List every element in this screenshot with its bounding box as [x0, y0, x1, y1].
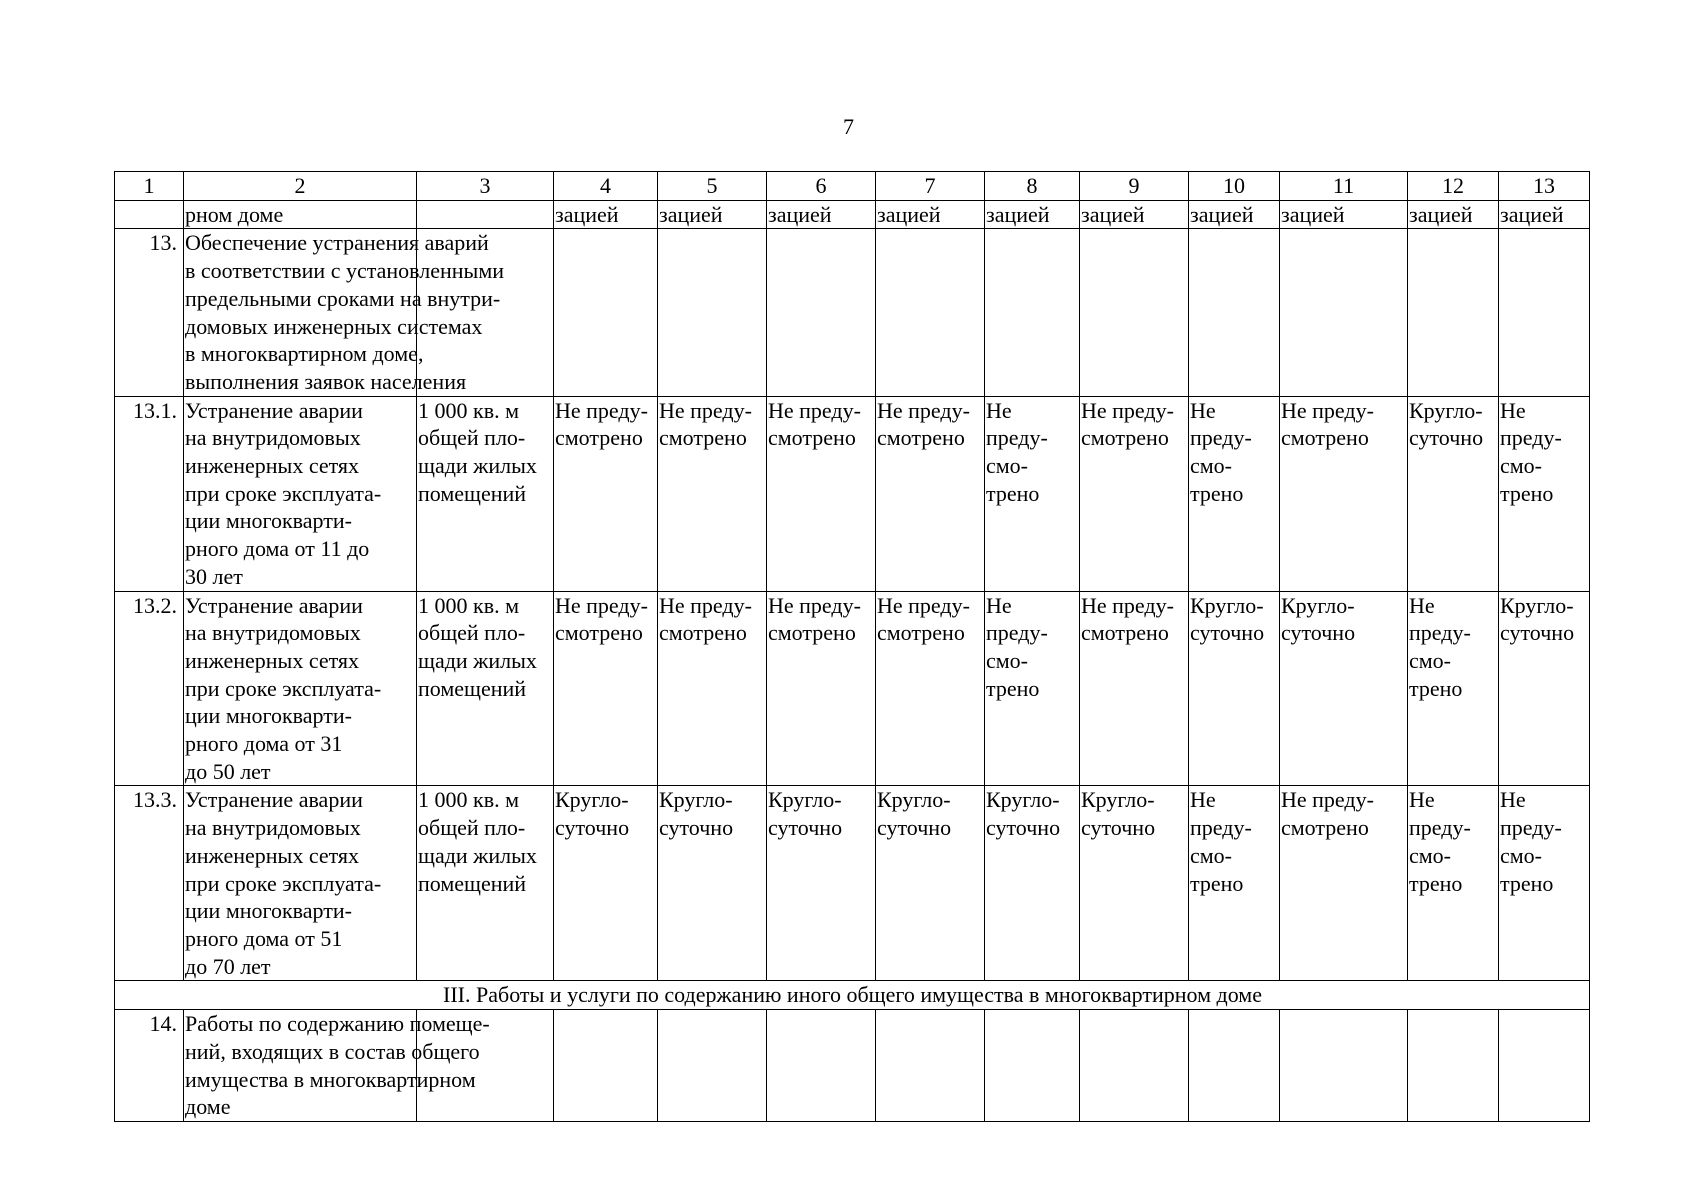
carry-cell-text: зацией	[986, 201, 1050, 227]
value-cell-text: Не преду- смотрено	[877, 592, 970, 646]
carry-cell-text: зацией	[1190, 201, 1254, 227]
value-cell-text: Не преду- смотрено	[768, 592, 861, 646]
column-number-text: 11	[1332, 173, 1355, 198]
value-cell	[876, 396, 985, 591]
column-number-text: 2	[294, 173, 306, 198]
carry-cell	[1080, 200, 1189, 229]
column-number	[184, 172, 417, 201]
value-cell	[1499, 1010, 1590, 1122]
column-number-text: 1	[143, 173, 155, 198]
carry-cell	[1408, 200, 1499, 229]
value-cell-text: Кругло- суточно	[1081, 787, 1156, 841]
column-number	[767, 172, 876, 201]
value-cell	[1280, 591, 1408, 786]
work-name-text: Обеспечение устранения аварий в соответствии с установленными предельными сроками на внутри- домовых инженерных системах в многоквартирном доме, выполнения заявок населения	[185, 230, 505, 394]
value-cell	[1189, 786, 1280, 981]
column-number-text: 5	[706, 173, 718, 198]
column-number-text: 6	[815, 173, 827, 198]
column-number	[876, 172, 985, 201]
value-cell-text: Не преду- смотрено	[1081, 592, 1174, 646]
work-name	[184, 229, 505, 396]
value-cell	[985, 229, 1080, 396]
carry-cell	[554, 200, 658, 229]
work-name-text: Устранение аварии на внутридомовых инженерных сетях при сроке эксплуата- ции многокварти- рного дома от 31 до 50 лет	[185, 592, 382, 784]
value-cell-text: Не преду- смо- трено	[1500, 397, 1562, 506]
value-cell-text: Не преду- смо- трено	[986, 397, 1048, 506]
carry-cell	[115, 200, 184, 229]
value-cell	[658, 786, 767, 981]
value-cell	[1080, 229, 1189, 396]
column-number-text: 12	[1442, 173, 1464, 198]
value-cell	[767, 229, 876, 396]
carry-over-row	[115, 200, 1590, 229]
value-cell	[1499, 786, 1590, 981]
value-cell	[554, 786, 658, 981]
value-cell-text: Кругло- суточно	[1190, 592, 1265, 646]
column-number	[1499, 172, 1590, 201]
column-number	[554, 172, 658, 201]
value-cell	[1499, 591, 1590, 786]
carry-cell-text: зацией	[768, 201, 832, 227]
value-cell-text: Не преду- смотрено	[659, 592, 752, 646]
value-cell	[1499, 229, 1590, 396]
section-title-row	[115, 981, 1590, 1010]
value-cell	[985, 591, 1080, 786]
value-cell	[1189, 229, 1280, 396]
value-cell	[1408, 591, 1499, 786]
value-cell-text: Кругло- суточно	[1500, 592, 1575, 646]
carry-cell-text: зацией	[555, 201, 619, 227]
value-cell	[554, 396, 658, 591]
value-cell	[985, 786, 1080, 981]
carry-cell-text: рном доме	[185, 201, 284, 227]
column-number	[1189, 172, 1280, 201]
carry-cell	[1189, 200, 1280, 229]
row-number	[115, 591, 184, 786]
value-cell	[876, 591, 985, 786]
value-cell	[1189, 591, 1280, 786]
value-cell-text: Не преду- смотрено	[768, 397, 861, 451]
row-number-text: 13.3.	[133, 787, 177, 813]
unit-cell	[417, 786, 554, 981]
carry-cell	[985, 200, 1080, 229]
carry-cell-text: зацией	[1281, 201, 1345, 227]
value-cell-text: Не преду- смо- трено	[1409, 787, 1471, 896]
tariff-table	[114, 171, 1590, 1122]
value-cell-text: Кругло- суточно	[768, 787, 843, 841]
value-cell	[1499, 396, 1590, 591]
value-cell	[1189, 396, 1280, 591]
table-row	[115, 591, 1590, 786]
value-cell-text: Кругло- суточно	[877, 787, 952, 841]
column-number-text: 3	[479, 173, 491, 198]
table-row	[115, 786, 1590, 981]
section-title	[115, 981, 1590, 1010]
column-number	[417, 172, 554, 201]
value-cell	[1080, 591, 1189, 786]
column-number	[658, 172, 767, 201]
work-name	[184, 786, 417, 981]
value-cell	[985, 396, 1080, 591]
value-cell	[767, 1010, 876, 1122]
work-name	[184, 396, 417, 591]
unit-cell-text: 1 000 кв. м общей пло- щади жилых помещений	[418, 787, 537, 896]
value-cell-text: Не преду- смотрено	[555, 397, 648, 451]
value-cell-text: Не преду- смотрено	[877, 397, 970, 451]
unit-cell	[417, 591, 554, 786]
value-cell-text: Не преду- смо- трено	[986, 592, 1048, 701]
value-cell	[1080, 1010, 1189, 1122]
row-number	[115, 1010, 184, 1122]
column-number-text: 10	[1223, 173, 1245, 198]
value-cell	[1189, 1010, 1280, 1122]
value-cell-text: Не преду- смо- трено	[1409, 592, 1471, 701]
table-row	[115, 396, 1590, 591]
value-cell	[985, 1010, 1080, 1122]
value-cell-text: Кругло- суточно	[555, 787, 630, 841]
work-name-text: Работы по содержанию помеще- ний, входящих в состав общего имущества в многоквартирном доме	[185, 1011, 490, 1120]
value-cell-text: Не преду- смо- трено	[1500, 787, 1562, 896]
value-cell-text: Кругло- суточно	[986, 787, 1061, 841]
value-cell	[1280, 229, 1408, 396]
value-cell	[658, 591, 767, 786]
value-cell	[554, 1010, 658, 1122]
value-cell-text: Не преду- смо- трено	[1190, 397, 1252, 506]
value-cell	[554, 591, 658, 786]
carry-cell-text: зацией	[659, 201, 723, 227]
value-cell	[767, 396, 876, 591]
row-number	[115, 396, 184, 591]
value-cell	[1280, 786, 1408, 981]
column-number	[1408, 172, 1499, 201]
value-cell	[876, 1010, 985, 1122]
value-cell-text: Кругло- суточно	[1281, 592, 1356, 646]
carry-cell-text: зацией	[877, 201, 941, 227]
carry-cell-text: зацией	[1500, 201, 1564, 227]
carry-cell-text: зацией	[1081, 201, 1145, 227]
work-name-text: Устранение аварии на внутридомовых инженерных сетях при сроке эксплуата- ции многокварти- рного дома от 11 до 30 лет	[185, 397, 382, 589]
value-cell	[658, 229, 767, 396]
value-cell	[554, 229, 658, 396]
value-cell	[658, 396, 767, 591]
column-number-text: 13	[1533, 173, 1555, 198]
column-number-row	[115, 172, 1590, 201]
value-cell	[658, 1010, 767, 1122]
carry-cell	[876, 200, 985, 229]
value-cell-text: Кругло- суточно	[1409, 397, 1484, 451]
column-number	[115, 172, 184, 201]
value-cell	[767, 786, 876, 981]
carry-cell	[184, 200, 417, 229]
row-number	[115, 229, 184, 396]
column-number	[1080, 172, 1189, 201]
carry-cell	[1499, 200, 1590, 229]
carry-cell	[417, 200, 554, 229]
row-number	[115, 786, 184, 981]
carry-cell	[658, 200, 767, 229]
column-number	[1280, 172, 1408, 201]
unit-cell-text: 1 000 кв. м общей пло- щади жилых помещений	[418, 397, 537, 506]
table-row	[115, 229, 1590, 396]
unit-cell-text: 1 000 кв. м общей пло- щади жилых помещений	[418, 592, 537, 701]
row-number-text: 13.1.	[133, 397, 177, 423]
column-number-text: 4	[600, 173, 611, 198]
carry-cell	[1280, 200, 1408, 229]
section-title-text: III. Работы и услуги по содержанию иного общего имущества в многоквартирном доме	[443, 982, 1262, 1008]
value-cell-text: Не преду- смотрено	[1281, 397, 1374, 451]
row-number-text: 13.	[149, 230, 177, 256]
value-cell-text: Не преду- смотрено	[555, 592, 648, 646]
work-name	[184, 1010, 490, 1122]
value-cell	[1280, 396, 1408, 591]
work-name-text: Устранение аварии на внутридомовых инженерных сетях при сроке эксплуата- ции многокварти- рного дома от 51 до 70 лет	[185, 787, 382, 979]
value-cell	[1408, 396, 1499, 591]
value-cell	[876, 786, 985, 981]
row-number-text: 14.	[149, 1011, 177, 1037]
unit-cell	[417, 396, 554, 591]
value-cell	[1408, 1010, 1499, 1122]
value-cell-text: Не преду- смотрено	[659, 397, 752, 451]
column-number-text: 9	[1128, 173, 1140, 198]
carry-cell	[767, 200, 876, 229]
value-cell	[1080, 396, 1189, 591]
value-cell-text: Не преду- смотрено	[1081, 397, 1174, 451]
table-row	[115, 1010, 1590, 1122]
work-name	[184, 591, 417, 786]
value-cell	[1080, 786, 1189, 981]
page-number: 7	[843, 114, 854, 139]
column-number	[985, 172, 1080, 201]
value-cell-text: Не преду- смо- трено	[1190, 787, 1252, 896]
value-cell	[1408, 786, 1499, 981]
value-cell	[1408, 229, 1499, 396]
column-number-text: 8	[1026, 173, 1038, 198]
carry-cell-text: зацией	[1409, 201, 1473, 227]
row-number-text: 13.2.	[133, 592, 177, 618]
value-cell-text: Кругло- суточно	[659, 787, 734, 841]
value-cell	[1280, 1010, 1408, 1122]
value-cell-text: Не преду- смотрено	[1281, 787, 1374, 841]
value-cell	[876, 229, 985, 396]
column-number-text: 7	[924, 173, 936, 198]
value-cell	[767, 591, 876, 786]
